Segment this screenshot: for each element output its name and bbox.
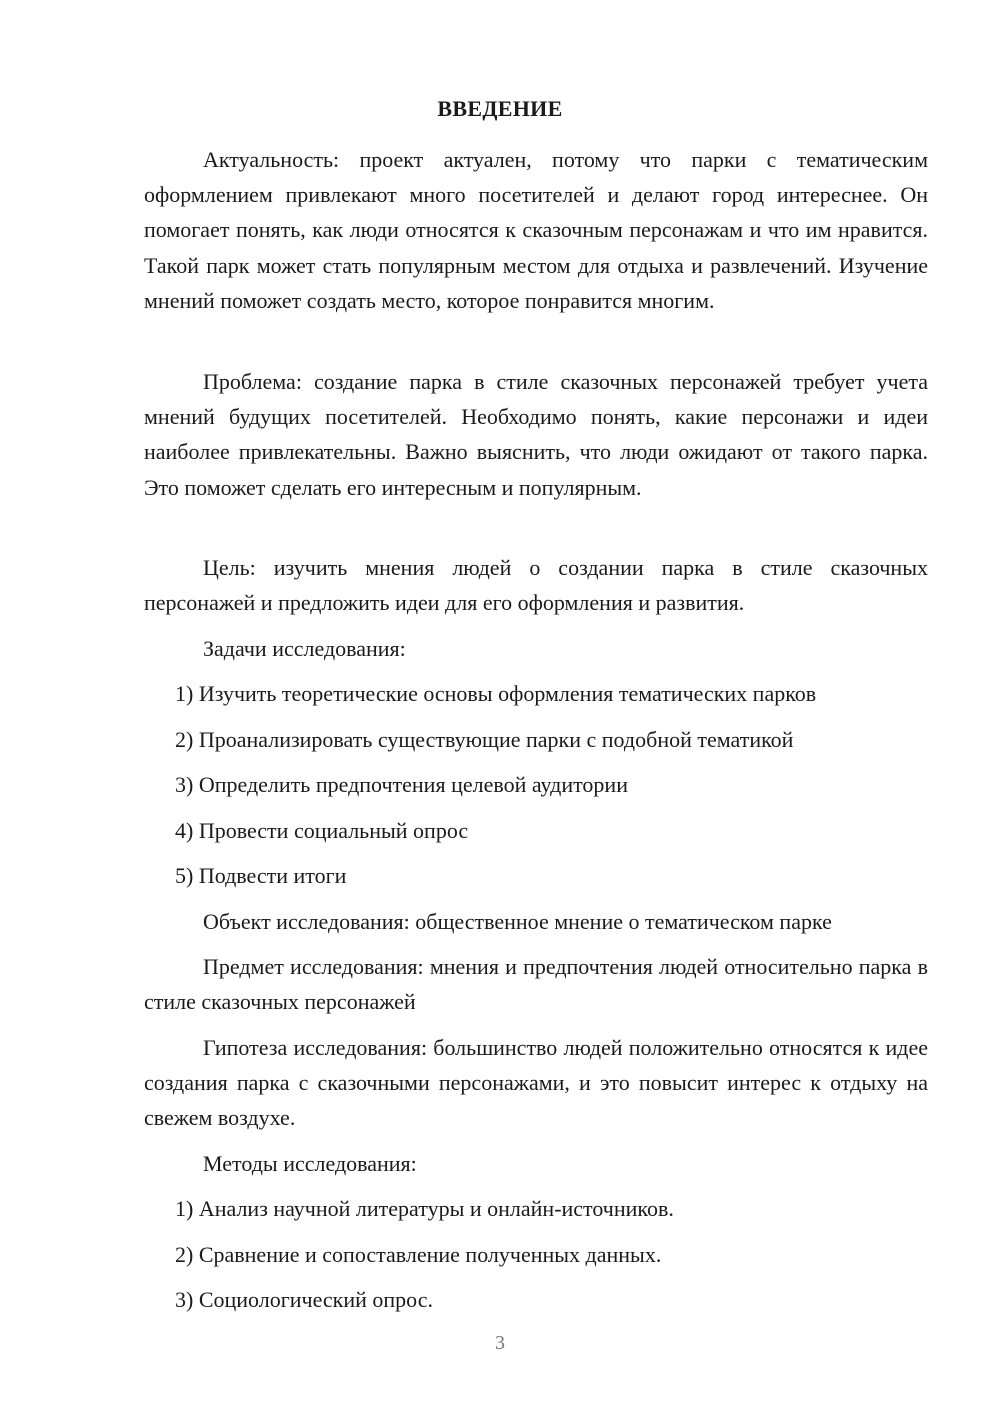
task-item: 3) Определить предпочтения целевой аудитории: [175, 772, 628, 797]
paragraph-subject: Предмет исследования: мнения и предпочтения людей относительно парка в стиле сказочных персонажей: [144, 954, 928, 1015]
task-item: 4) Провести социальный опрос: [175, 818, 469, 843]
task-item: 1) Изучить теоретические основы оформления тематических парков: [175, 681, 817, 706]
paragraph-hypothesis: Гипотеза исследования: большинство людей положительно относятся к идее создания парка с сказочными персонажами, и это повысит интерес к отдыху на свежем воздухе.: [144, 1035, 928, 1131]
tasks-heading: Задачи исследования:: [203, 636, 406, 661]
methods-heading: Методы исследования:: [203, 1151, 417, 1176]
page-number: 3: [495, 1332, 505, 1354]
paragraph-object: Объект исследования: общественное мнение о тематическом парке: [203, 909, 832, 934]
method-item: 1) Анализ научной литературы и онлайн-источников.: [175, 1196, 674, 1221]
task-item: 2) Проанализировать существующие парки с подобной тематикой: [175, 727, 794, 752]
method-item: 3) Социологический опрос.: [175, 1287, 433, 1312]
paragraph-goal: Цель: изучить мнения людей о создании парка в стиле сказочных персонажей и предложить идеи для его оформления и развития.: [144, 555, 928, 616]
task-item: 5) Подвести итоги: [175, 863, 347, 888]
page-title: ВВЕДЕНИЕ: [437, 96, 563, 121]
paragraph-problem: Проблема: создание парка в стиле сказочных персонажей требует учета мнений будущих посетителей. Необходимо понять, какие персонажи и идеи наиболее привлекательны. Важно выяснить, что люди ожидают от такого парка. Это поможет сделать его интересным и популярным.: [144, 369, 928, 500]
method-item: 2) Сравнение и сопоставление полученных данных.: [175, 1242, 662, 1267]
paragraph-relevance: Актуальность: проект актуален, потому что парки с тематическим оформлением привлекают много посетителей и делают город интереснее. Он помогает понять, как люди относятся к сказочным персонажам и что им нравится. Такой парк может стать популярным местом для отдыха и развлечений. Изучение мнений поможет создать место, которое понравится многим.: [144, 147, 928, 313]
